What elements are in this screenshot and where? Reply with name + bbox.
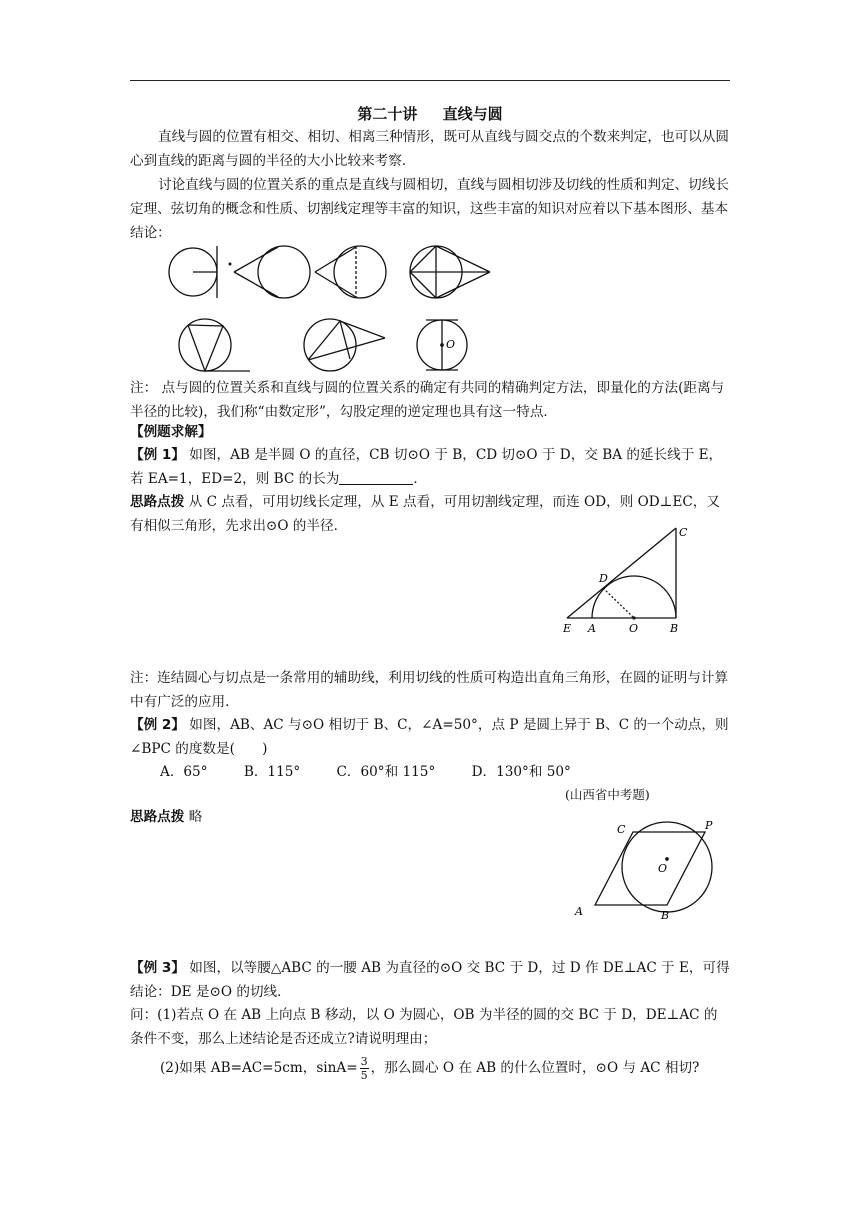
figure-tangent-radius xyxy=(169,246,217,298)
example-2-source: (山西省中考题) xyxy=(565,787,650,802)
figure-parallel-tangents xyxy=(417,320,467,370)
example-2-text: 如图，AB、AC 与⊙O 相切于 B、C，∠A=50°，点 P 是圆上异于 B、C 的一个动点，则∠BPC 的度数是( ) xyxy=(130,717,729,757)
page-title xyxy=(0,103,860,124)
example-2-options xyxy=(160,760,603,780)
label-b-2: B xyxy=(661,909,670,922)
option-c[interactable]: C．60°和 115° xyxy=(336,764,436,780)
label-b: B xyxy=(670,622,679,635)
label-a: A xyxy=(588,622,596,635)
section-heading: 【例题求解】 xyxy=(130,424,212,440)
example-1 xyxy=(130,443,730,491)
figure-chord-tangent-angle xyxy=(179,319,250,371)
example-3-question-2 xyxy=(160,1051,740,1085)
label-a-2: A xyxy=(575,905,583,918)
figure-tangent-kite xyxy=(410,246,490,298)
example-3-tag: 【例 3】 xyxy=(130,960,185,976)
hint-text: 从 C 点看，可用切线长定理，从 E 点看，可用切割线定理，而连 OD，则 OD⊥EC，又有相似三角形，先求出⊙O 的半径． xyxy=(130,494,720,534)
label-o: O xyxy=(629,622,639,635)
lecture-number: 第二十讲 xyxy=(357,105,418,123)
example-1-figure xyxy=(555,520,705,640)
example-1-text-end: ． xyxy=(413,471,427,487)
figure-tangent-lengths xyxy=(229,246,310,298)
hint-text-2: 略 xyxy=(184,809,203,825)
example-2-tag: 【例 2】 xyxy=(130,717,185,733)
q2-text-b: ，那么圆心 O 在 AB 的什么位置时，⊙O 与 AC 相切? xyxy=(370,1060,700,1076)
basic-figures xyxy=(160,242,520,377)
fraction-denominator: 5 xyxy=(360,1069,368,1082)
fraction-3-5 xyxy=(360,1055,369,1082)
figure-secant-tangent xyxy=(304,319,385,371)
label-c-2: C xyxy=(617,823,626,836)
option-a[interactable]: A．65° xyxy=(160,764,208,780)
hint-label-2: 思路点拨 xyxy=(130,809,185,825)
q2-text-a: (2)如果 AB=AC=5cm，sinA= xyxy=(160,1060,358,1076)
label-o-2: O xyxy=(658,862,668,875)
note-1: 注： 点与圆的位置关系和直线与圆的位置关系的确定有共同的精确判定方法，即量化的方法(距离与半径的比较)，我们称“由数定形”，勾股定理的逆定理也具有这一特点． xyxy=(130,380,725,420)
answer-blank[interactable] xyxy=(339,470,413,485)
example-3 xyxy=(130,956,730,1004)
figure-chord-of-contact xyxy=(315,246,386,298)
label-d: D xyxy=(599,572,608,585)
header-rule xyxy=(130,80,730,81)
label-e: E xyxy=(563,622,572,635)
example-1-text: 如图，AB 是半圆 O 的直径，CB 切⊙O 于 B，CD 切⊙O 于 D，交 BA 的延长线于 E，若 EA=1，ED=2，则 BC 的长为 xyxy=(130,447,723,487)
lecture-topic: 直线与圆 xyxy=(442,105,503,123)
option-b[interactable]: B．115° xyxy=(243,764,301,780)
figure-label-o: O xyxy=(446,338,456,351)
label-p: P xyxy=(705,819,713,832)
example-1-tag: 【例 1】 xyxy=(130,447,185,463)
label-c: C xyxy=(679,526,688,539)
note-2: 注：连结圆心与切点是一条常用的辅助线，利用切线的性质可构造出直角三角形，在圆的证明与计算中有广泛的应用． xyxy=(130,670,729,710)
hint-label: 思路点拨 xyxy=(130,494,185,510)
example-2 xyxy=(130,713,730,761)
intro-paragraph-2: 讨论直线与圆的位置关系的重点是直线与圆相切，直线与圆相切涉及切线的性质和判定、切线长定理、弦切角的概念和性质、切割线定理等丰富的知识，这些丰富的知识对应着以下基本图形、基本结论： xyxy=(130,177,729,241)
example-2-figure xyxy=(565,815,725,925)
intro-paragraph-1: 直线与圆的位置有相交、相切、相离三种情形，既可从直线与圆交点的个数来判定，也可以从圆心到直线的距离与圆的半径的大小比较来考察． xyxy=(130,129,729,169)
example-3-text: 如图，以等腰△ABC 的一腰 AB 为直径的⊙O 交 BC 于 D，过 D 作 DE⊥AC 于 E，可得结论：DE 是⊙O 的切线． xyxy=(130,960,730,1000)
option-d[interactable]: D．130°和 50° xyxy=(471,764,571,780)
example-3-question-1: 问：(1)若点 O 在 AB 上向点 B 移动，以 O 为圆心，OB 为半径的圆的交 BC 于 D，DE⊥AC 的条件不变，那么上述结论是否还成立?请说明理由； xyxy=(130,1007,718,1047)
fraction-numerator: 3 xyxy=(360,1055,368,1068)
